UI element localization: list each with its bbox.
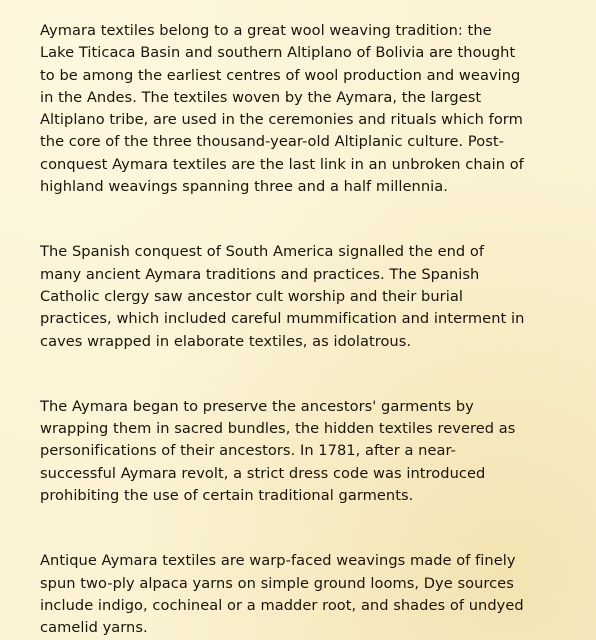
text-line: Antique Aymara textiles are warp-faced weavings made of finely — [40, 552, 516, 570]
text-line: many ancient Aymara traditions and practices. The Spanish — [40, 265, 480, 283]
text-line: the core of the three thousand-year-old Altiplanic culture. Post- — [40, 133, 504, 151]
text-line: The Aymara began to preserve the ancestors' garments by — [40, 397, 474, 415]
text-line: Altiplano tribe, are used in the ceremonies and rituals which form — [40, 111, 523, 129]
text-line: Aymara textiles belong to a great wool weaving tradition: the — [40, 22, 492, 39]
text-line: camelid yarns. — [40, 619, 148, 637]
text-line: successful Aymara revolt, a strict dress code was introduced — [40, 464, 486, 482]
text-line: wrapping them in sacred bundles, the hidden textiles revered as — [40, 420, 516, 438]
text-line: in the Andes. The textiles woven by the Aymara, the largest — [40, 88, 482, 106]
text-line: The Spanish conquest of South America signalled the end of — [40, 243, 485, 261]
paragraph-sacred-bundles — [40, 396, 578, 507]
paragraph-aymara-tradition — [40, 20, 578, 198]
text-line: spun two-ply alpaca yarns on simple ground looms, Dye sources — [40, 574, 514, 592]
text-line: practices, which included careful mummification and interment in — [40, 310, 525, 328]
text-line: Lake Titicaca Basin and southern Altiplano of Bolivia are thought — [40, 44, 516, 62]
paragraph-antique-textiles — [40, 550, 578, 639]
text-line: caves wrapped in elaborate textiles, as idolatrous. — [40, 332, 412, 350]
text-line: personifications of their ancestors. In 1781, after a near- — [40, 442, 456, 460]
text-line: highland weavings spanning three and a half millennia. — [40, 178, 448, 196]
text-line: include indigo, cochineal or a madder root, and shades of undyed — [40, 596, 524, 614]
text-line: prohibiting the use of certain traditional garments. — [40, 487, 414, 505]
text-line: Catholic clergy saw ancestor cult worship and their burial — [40, 287, 463, 305]
text-line: conquest Aymara textiles are the last link in an unbroken chain of — [40, 155, 524, 173]
paragraph-spanish-conquest — [40, 241, 578, 352]
text-line: to be among the earliest centres of wool production and weaving — [40, 66, 521, 84]
